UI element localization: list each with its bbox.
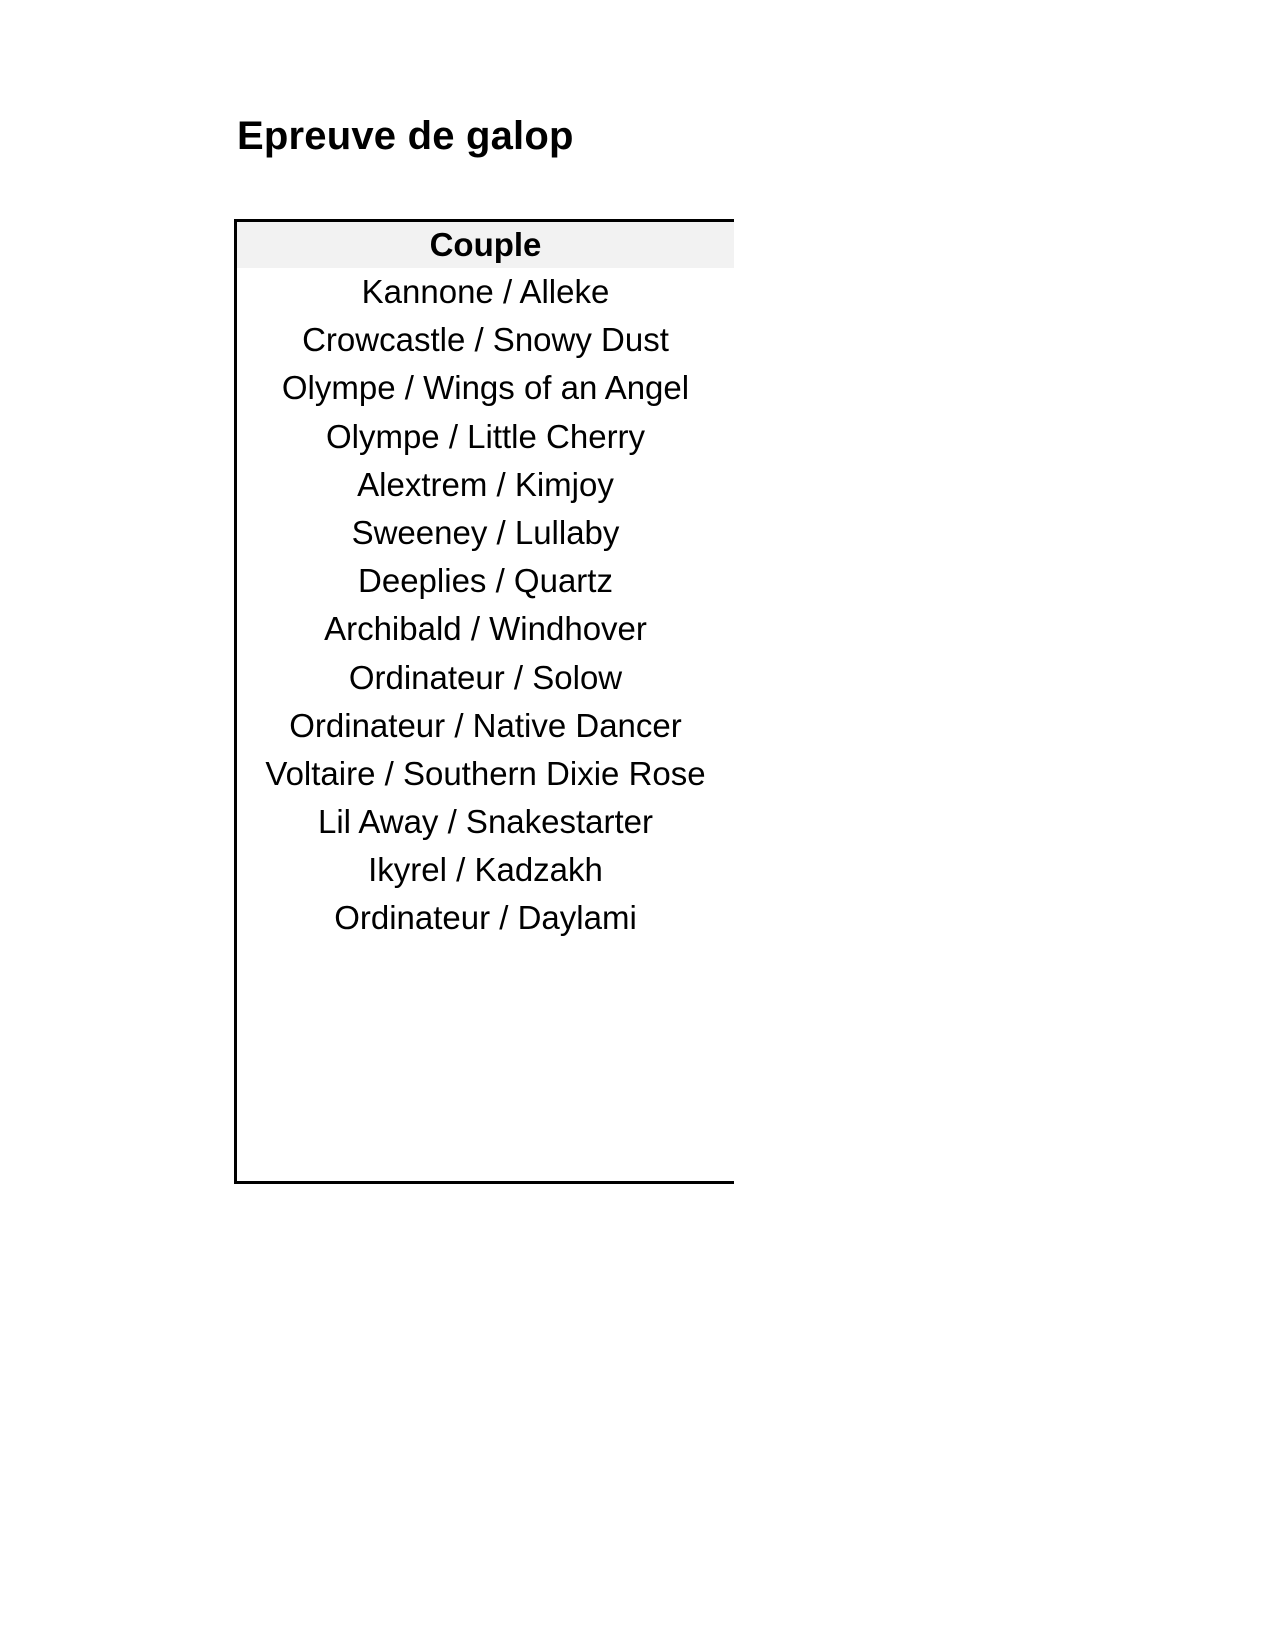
column-header-couple: Couple: [237, 222, 734, 268]
table-row: Crowcastle / Snowy Dust: [302, 321, 669, 359]
page-title: Epreuve de galop: [237, 114, 574, 158]
table-row: Ordinateur / Solow: [348, 658, 623, 696]
table-row: Voltaire / Southern Dixie Rose: [265, 754, 706, 792]
table-row: Olympe / Little Cherry: [325, 417, 646, 455]
table-row: Ikyrel / Kadzakh: [368, 851, 603, 889]
table-body: [237, 268, 734, 943]
table-row: Olympe / Wings of an Angel: [281, 369, 690, 407]
table-row: Ordinateur / Daylami: [334, 899, 637, 937]
table-row: Ordinateur / Native Dancer: [289, 706, 682, 744]
couple-table: [234, 219, 734, 1184]
table-row: Lil Away / Snakestarter: [317, 803, 654, 841]
table-row: Kannone / Alleke: [361, 273, 610, 310]
table-row: Deeplies / Quartz: [358, 562, 613, 600]
table-row: Archibald / Windhover: [324, 610, 647, 648]
table-row: Sweeney / Lullaby: [351, 513, 620, 551]
table-row: Alextrem / Kimjoy: [357, 465, 614, 503]
